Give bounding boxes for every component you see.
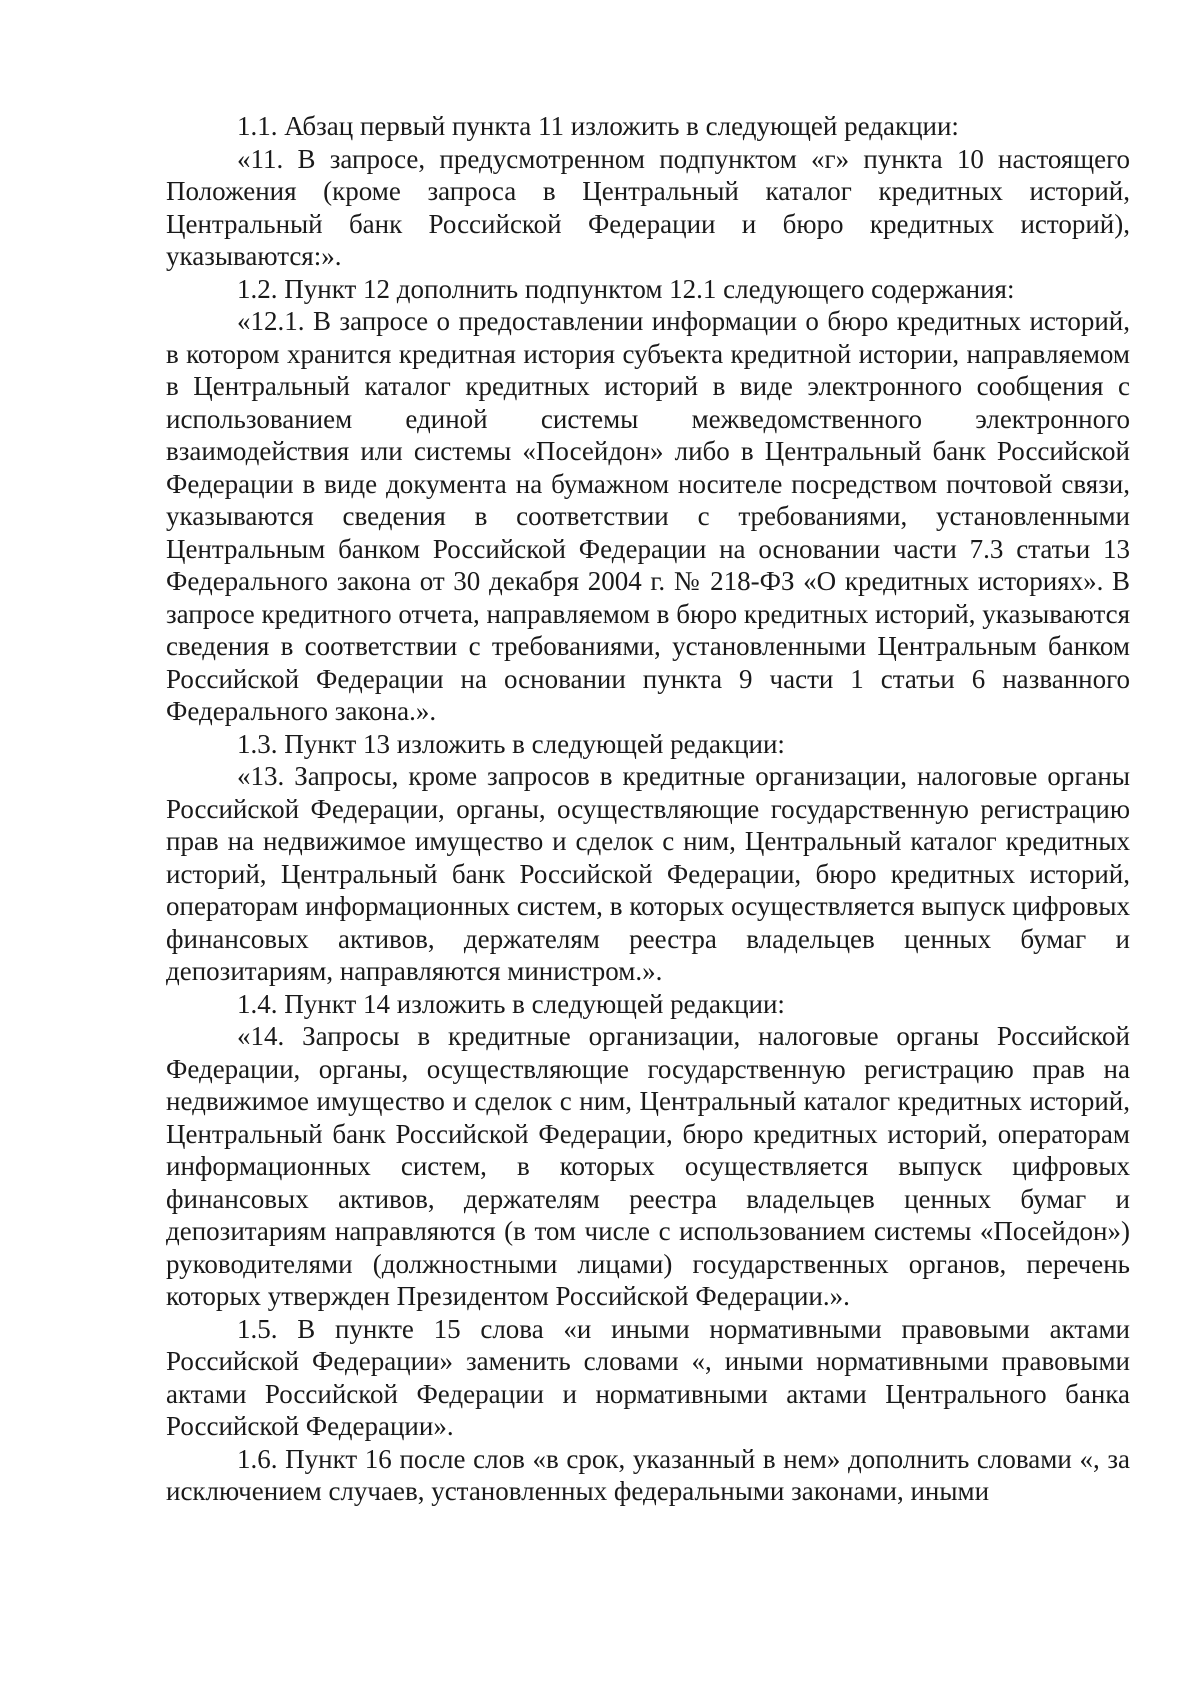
- document-body: [166, 110, 1130, 1508]
- paragraph-1-6: 1.6. Пункт 16 после слов «в срок, указанный в нем» дополнить словами «, за исключением случаев, установленных федеральными законами, иными: [166, 1443, 1130, 1506]
- paragraph-quote-14: «14. Запросы в кредитные организации, налоговые органы Российской Федерации, органы, осуществляющие государственную регистрацию прав на недвижимое имущество и сделок с ним, Центральный каталог кредитных историй, Центральный банк Российской Федерации, бюро кредитных историй, операторам информационных систем, в которых осуществляется выпуск цифровых финансовых активов, держателям реестра владельцев ценных бумаг и депозитариям направляются (в том числе с использованием системы «Посейдон») руководителями (должностными лицами) государственных органов, перечень которых утвержден Президентом Российской Федерации.».: [166, 1021, 1130, 1311]
- paragraph-quote-12-1: «12.1. В запросе о предоставлении информации о бюро кредитных историй, в котором хранится кредитная история субъекта кредитной истории, направляемом в Центральный каталог кредитных историй в виде электронного сообщения с использованием единой системы межведомственного электронного взаимодействия или системы «Посейдон» либо в Центральный банк Российской Федерации в виде документа на бумажном носителе посредством почтовой связи, указываются сведения в соответствии с требованиями, установленными Центральным банком Российской Федерации на основании части 7.3 статьи 13 Федерального закона от 30 декабря 2004 г. № 218-ФЗ «О кредитных историях». В запросе кредитного отчета, направляемом в бюро кредитных историй, указываются сведения в соответствии с требованиями, установленными Центральным банком Российской Федерации на основании пункта 9 части 1 статьи 6 названного Федерального закона.».: [166, 306, 1130, 726]
- paragraph-1-1: 1.1. Абзац первый пункта 11 изложить в следующей редакции:: [237, 111, 959, 141]
- paragraph-1-2: 1.2. Пункт 12 дополнить подпунктом 12.1 следующего содержания:: [237, 273, 1015, 304]
- paragraph-1-3: 1.3. Пункт 13 изложить в следующей редакции:: [237, 728, 785, 759]
- paragraph-1-4: 1.4. Пункт 14 изложить в следующей редакции:: [237, 988, 785, 1019]
- paragraph-quote-11: «11. В запросе, предусмотренном подпунктом «г» пункта 10 настоящего Положения (кроме запроса в Центральный каталог кредитных историй, Центральный банк Российской Федерации и бюро кредитных историй), указываются:».: [166, 143, 1130, 271]
- paragraph-1-5: 1.5. В пункте 15 слова «и иными нормативными правовыми актами Российской Федерации» заменить словами «, иными нормативными правовыми актами Российской Федерации и нормативными актами Центрального банка Российской Федерации».: [166, 1313, 1130, 1441]
- paragraph-quote-13: «13. Запросы, кроме запросов в кредитные организации, налоговые органы Российской Федерации, органы, осуществляющие государственную регистрацию прав на недвижимое имущество и сделок с ним, Центральный каталог кредитных историй, Центральный банк Российской Федерации, бюро кредитных историй, операторам информационных систем, в которых осуществляется выпуск цифровых финансовых активов, держателям реестра владельцев ценных бумаг и депозитариям, направляются министром.».: [166, 761, 1130, 986]
